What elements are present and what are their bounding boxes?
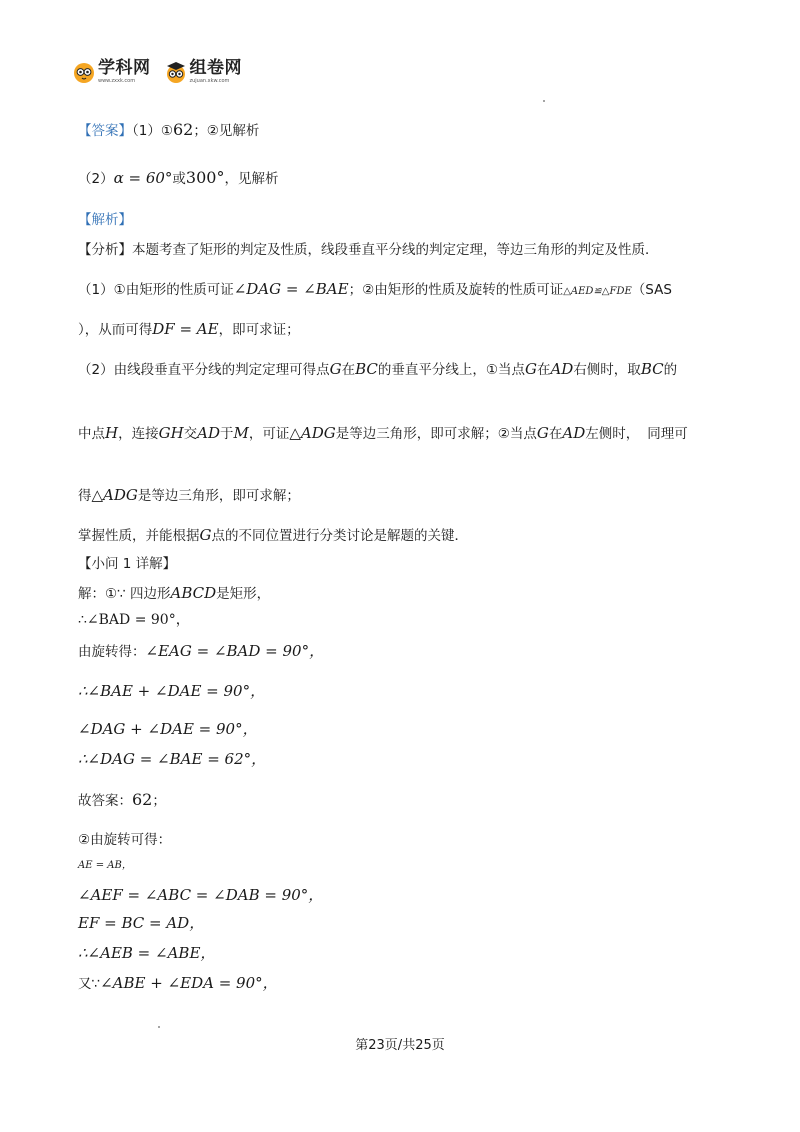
speck-dot [543, 100, 545, 102]
analysis-label-line [78, 212, 132, 228]
text: 左侧时， [585, 426, 640, 442]
solution-line-1 [78, 584, 270, 602]
math: ∠EAG = ∠BAD = 90°， [145, 642, 325, 660]
solution-label-line [78, 556, 176, 572]
answer-line-2 [78, 168, 278, 187]
solution-label: 【小问 1 详解】 [78, 556, 177, 572]
logo-zujuanwang[interactable] [165, 60, 243, 84]
text: 在 [341, 362, 356, 378]
math: BC [355, 360, 378, 378]
solution-line-10: ∠AEF = ∠ABC = ∠DAB = 90°， [78, 886, 324, 904]
text: ，即可求证； [218, 322, 300, 338]
text: 中点 [78, 426, 105, 442]
logo-name: 学科网 [98, 58, 151, 78]
solution-line-9: AE = AB， [78, 860, 132, 871]
analysis-p2 [78, 360, 677, 378]
text: 得 [78, 488, 92, 504]
math: G [524, 360, 537, 378]
text: 点的不同位置进行分类讨论是解题的关键． [211, 528, 468, 544]
text: （SAS [631, 282, 672, 298]
math: ABCD [170, 584, 217, 602]
math: AD [562, 424, 586, 442]
math: △ADG [289, 424, 336, 442]
solution-line-11: EF = BC = AD， [78, 914, 205, 932]
text: ，连接 [118, 426, 159, 442]
solution-line-13 [78, 974, 278, 992]
header-logos [73, 60, 242, 84]
text: 或 [172, 171, 186, 187]
value: 300° [185, 168, 225, 187]
text: ；②见解析 [193, 123, 260, 139]
page-number: 第23页/共25页 [355, 1038, 445, 1053]
text: 又∵ [78, 976, 101, 992]
logo-xuekewang[interactable] [73, 60, 151, 84]
math: GH [158, 424, 184, 442]
analysis-p3 [78, 424, 688, 442]
value: 62 [132, 790, 153, 809]
math: H [105, 424, 119, 442]
value: 62 [172, 120, 194, 139]
text: 故答案： [78, 793, 132, 809]
text: 是等边三角形，即可求解； [137, 488, 300, 504]
math: BC [640, 360, 664, 378]
text: （2） [78, 171, 114, 187]
text: ； [152, 793, 166, 809]
text: ，见解析 [224, 171, 279, 187]
text: 由旋转得： [78, 644, 146, 660]
text: 掌握性质，并能根据 [78, 528, 200, 544]
solution-line-8: ②由旋转可得： [78, 832, 172, 848]
text: （1）①由矩形的性质可证 [78, 282, 234, 298]
owl-graduate-icon [165, 61, 187, 83]
text: 右侧时，取 [573, 362, 641, 378]
solution-line-4: ∴∠BAE + ∠DAE = 90°， [78, 682, 266, 700]
solution-line-12: ∴∠AEB = ∠ABE， [78, 944, 216, 962]
fenxi-label: 【分析】 [78, 242, 132, 258]
analysis-label: 【解析】 [78, 212, 132, 228]
owl-icon [73, 61, 95, 83]
speck-dot [158, 1026, 160, 1028]
text: 是等边三角形，即可求解；②当点 [335, 426, 537, 442]
math: △ADG [91, 486, 138, 504]
text: 在 [536, 362, 551, 378]
math: △AED≌△FDE [563, 286, 632, 297]
logo-name: 组卷网 [189, 58, 242, 78]
solution-line-5: ∠DAG + ∠DAE = 90°， [78, 720, 258, 738]
text: ），从而可得 [78, 322, 153, 338]
math: AD [197, 424, 221, 442]
text: ，可证 [248, 426, 290, 442]
math: G [536, 424, 549, 442]
analysis-p5 [78, 526, 468, 544]
math: ∠ABE + ∠EDA = 90°， [100, 974, 278, 992]
text: 在 [548, 426, 563, 442]
text: 的 [663, 362, 678, 378]
math: M [233, 424, 249, 442]
math: α = 60° [113, 169, 173, 187]
text: 于 [220, 426, 234, 442]
analysis-p1b [78, 320, 300, 338]
math: AD [550, 360, 574, 378]
math: ∠DAG = ∠BAE [233, 280, 349, 298]
answer-label: 【答案】 [78, 123, 132, 139]
analysis-p1 [78, 280, 672, 298]
math: G [329, 360, 342, 378]
text: ；②由矩形的性质及旋转的性质可证 [348, 282, 564, 298]
solution-line-6: ∴∠DAG = ∠BAE = 62°， [78, 750, 267, 768]
logo-url: zujuan.xkw.com [189, 78, 230, 84]
solution-line-3 [78, 642, 324, 660]
analysis-p4 [78, 486, 300, 504]
math: G [199, 526, 212, 544]
text: 解：①∵ 四边形 [78, 586, 171, 602]
math: DF = AE [152, 320, 219, 338]
solution-line-7 [78, 790, 166, 809]
text: 交 [183, 426, 198, 442]
solution-line-2: ∴∠BAD = 90°， [78, 612, 190, 628]
answer-line-1 [78, 120, 259, 139]
text: 同理可 [647, 426, 688, 442]
text: （2）由线段垂直平分线的判定定理可得点 [78, 362, 330, 378]
text: 是矩形， [216, 586, 271, 602]
text: 的垂直平分线上，①当点 [377, 362, 525, 378]
text: （1）① [132, 123, 173, 139]
logo-url: www.zxxk.com [98, 78, 136, 84]
text: 本题考查了矩形的判定及性质，线段垂直平分线的判定定理，等边三角形的判定及性质． [132, 242, 659, 258]
fenxi-line [78, 242, 659, 258]
